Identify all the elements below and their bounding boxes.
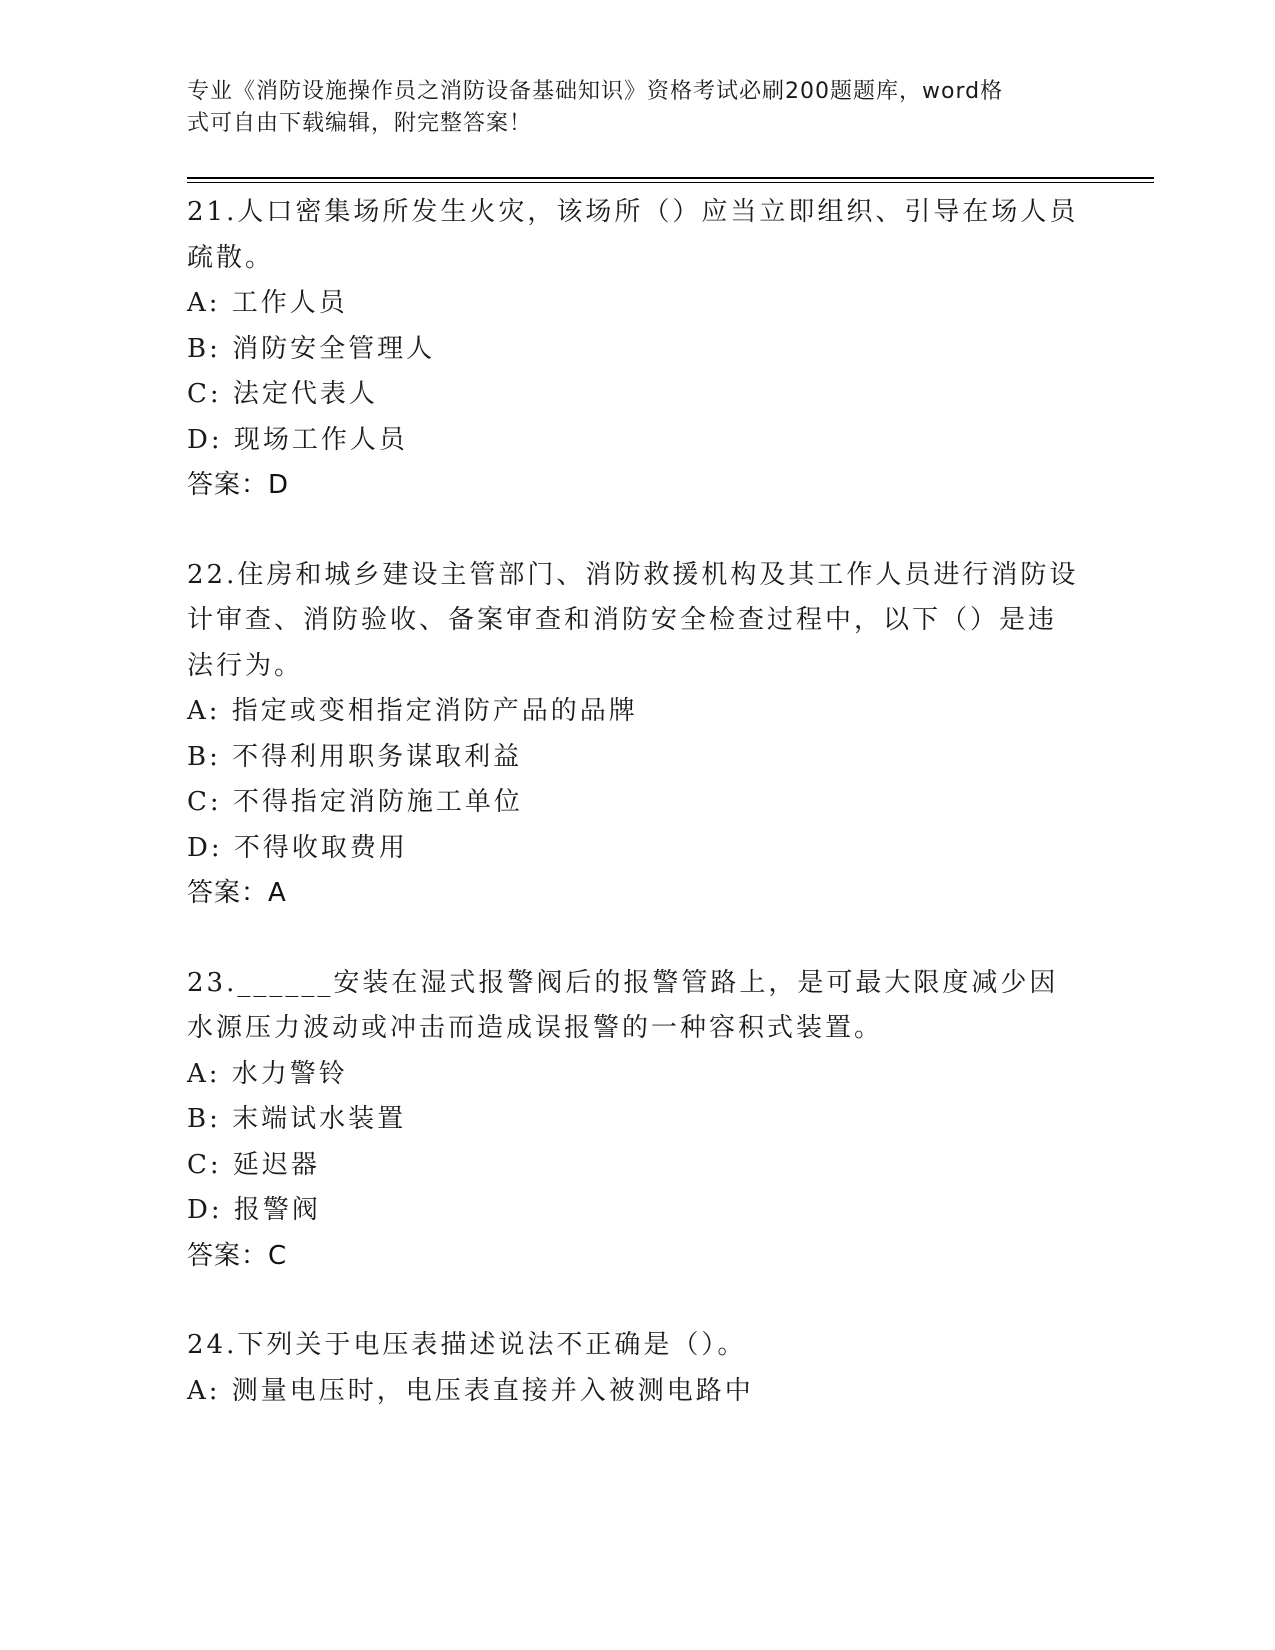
question-stem-line: 21.人口密集场所发生火灾，该场所（）应当立即组织、引导在场人员 [187, 197, 1079, 227]
question-stem-line: 法行为。 [187, 650, 304, 681]
option-b: B: 不得利用职务谋取利益 [187, 741, 523, 772]
question-stem-line: 水源压力波动或冲击而造成误报警的一种容积式装置。 [187, 1013, 884, 1043]
answer-label: 答案：D [187, 470, 290, 500]
option-a: A: 工作人员 [187, 288, 348, 318]
option-c: C: 法定代表人 [187, 379, 378, 409]
option-a: A: 水力警铃 [187, 1058, 348, 1089]
answer-label: 答案：C [187, 1240, 288, 1271]
option-c: C: 不得指定消防施工单位 [187, 787, 523, 817]
header-rule-thin [187, 182, 1154, 183]
question-list [187, 190, 1087, 1458]
option-d: D: 报警阀 [187, 1195, 321, 1225]
option-c: C: 延迟器 [187, 1149, 320, 1180]
question-stem-line: 22.住房和城乡建设主管部门、消防救援机构及其工作人员进行消防设 [187, 559, 1079, 590]
question-23 [187, 961, 1087, 1280]
question-stem-line: 疏散。 [187, 242, 275, 273]
header-rule-thick [187, 177, 1154, 179]
option-a: A: 指定或变相指定消防产品的品牌 [187, 696, 638, 726]
question-stem-line: 23.______安装在湿式报警阀后的报警管路上，是可最大限度减少因 [187, 967, 1059, 998]
option-d: D: 不得收取费用 [187, 832, 408, 863]
header-line-2: 式可自由下载编辑，附完整答案！ [187, 111, 533, 136]
document-header [187, 76, 1067, 140]
option-d: D: 现场工作人员 [187, 424, 408, 455]
question-stem-line: 24.下列关于电压表描述说法不正确是（）。 [187, 1330, 747, 1360]
question-22 [187, 553, 1087, 917]
option-a: A: 测量电压时，电压表直接并入被测电路中 [187, 1375, 754, 1406]
question-stem-line: 计审查、消防验收、备案审查和消防安全检查过程中，以下（）是违 [187, 605, 1058, 635]
option-b: B: 末端试水装置 [187, 1104, 407, 1134]
option-b: B: 消防安全管理人 [187, 333, 436, 364]
header-line-1: 专业《消防设施操作员之消防设备基础知识》资格考试必刷200题题库，word格 [187, 79, 1004, 104]
answer-label: 答案：A [187, 878, 287, 908]
question-21 [187, 190, 1087, 509]
question-24 [187, 1323, 1087, 1414]
